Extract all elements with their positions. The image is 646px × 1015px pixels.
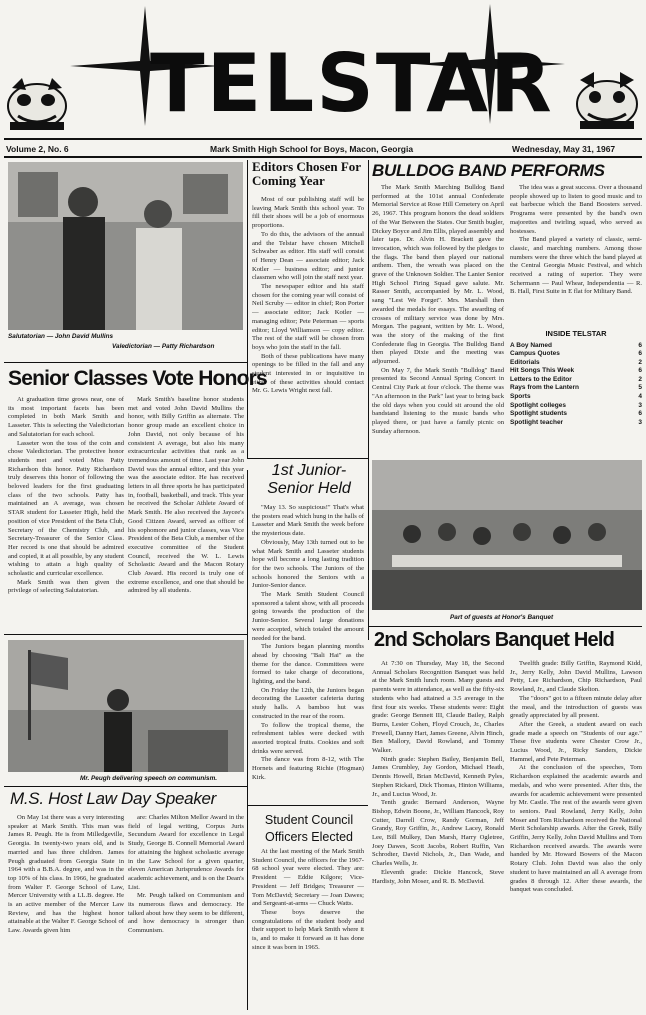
toc-item-page: 6 xyxy=(638,410,642,418)
salutatorian-valedictorian-photo xyxy=(8,162,243,330)
senior-headline: Senior Classes Vote Honors xyxy=(8,367,267,390)
school-name: Mark Smith High School for Boys, Macon, Georgia xyxy=(210,144,414,154)
law-day-headline: M.S. Host Law Day Speaker xyxy=(10,789,217,808)
toc-item xyxy=(510,419,642,428)
toc-item-page: 2 xyxy=(638,375,642,383)
toc-item xyxy=(510,384,642,393)
inside-telstar-box xyxy=(510,330,642,456)
peugh-caption: Mr. Peugh delivering speech on communism. xyxy=(80,775,218,782)
toc-item xyxy=(510,402,642,411)
senior-article-body-right: Mark Smith's baseline honor students met and voted John David Mullins the honor, with Billy Griffin as alternate. The honor group made an excellent choice in John David, not only because of his consistent A average, but also his many extracurricular activities that rank as a tremendous amount of time. Last year John David was the annual editor, and this year was the associate editor. He has received letters in all three sports he has participated in, football, basketball, and track. This year he received the Scholar Athlete Award of Mark Smith. He also received the Jaycee's Good Citizen Award, served as officer of his sophomore and junior classes, was Vice President of the Beta Club, a member of the executive committee of the Student Council, received the W. L. Lewis Scholastic Award and the Macon Rotary Club Award. His record is truly one of extreme excellence, and one that should be admired by all students. xyxy=(128,396,244,595)
toc-item-page: 2 xyxy=(638,358,642,366)
band-article-body-col1: The Mark Smith Marching Bulldog Band performed at the 101st annual Confederate Memorial Service at Rose Hill Cemetery on April 26, 1967. This program honors the dead soldiers of the War Between the States. Our Smith bugler, Dickey Boyce and Jim Ellis, played assembly and later taps. Dr. Alvin H. Brackett gave the invocation, which was followed by the pledges to the flags. The band then played our national anthem. Then, the wreath was placed on the grave of the Unknown Soldier. The Lanier Senior High School Firing Squad gave salute. Mr. Rasser Smith, accompanied by Mr. L. Wood, sang "Lest We Forget". Mrs. Marshall then awarded the medals for essays. The awarding of crosses of military service was done by Mrs. Morgan. The pageant, written by Mr. L. Wood, was the story of the making of the first Confederate flag in Georgia. The Bulldog Band then played Dixie and the meeting was adjourned. On May 7, the Mark Smith "Bulldog" Band presented its Second Annual Spring Concert in Central City Park at four o'clock. The theme was "An afternoon in the Park" last year to bring back the old days when you could sit around the old bandstand listening to the music bands who played there, or just have a family picnic on Sunday afternoon. xyxy=(372,184,504,435)
council-headline: Student Council Officers Elected xyxy=(264,813,354,844)
volume-number: Volume 2, No. 6 xyxy=(6,144,69,154)
photo-speaker-icon xyxy=(8,640,244,772)
honors-banquet-photo xyxy=(372,460,642,610)
editors-headline: Editors Chosen For Coming Year xyxy=(252,159,361,188)
masthead xyxy=(0,0,646,142)
photo-banquet-icon xyxy=(372,460,642,610)
toc-item-label: Spotlight colleges xyxy=(510,401,566,409)
toc-item xyxy=(510,350,642,359)
toc-item xyxy=(510,376,642,385)
scholars-headline: 2nd Scholars Banquet Held xyxy=(374,629,615,651)
peugh-speech-photo xyxy=(8,640,244,772)
toc-item-label: Campus Quotes xyxy=(510,350,560,358)
law-day-article-body-right: are: Charles Milton Mellor Award in the field of legal writing, Corpus Juris Secundum Award for excellence in Legal Study, George B. Connell Memorial Award for attaining the highest scholastic average in the Law School for a given quarter, eleven American Jurisprudence Awards for academic achievement, and is on the Dean's List. Mr. Peugh talked on Communism and its numerous flaws and democracy. He talked about how they seem to be different, and how democracy is stronger than Communism. xyxy=(128,814,244,935)
scholars-article-body-col1: At 7:30 on Thursday, May 18, the Second Annual Scholars Recognition Banquet was held at the Mark Smith lunch room. Many guests and parents were in attendance, as well as the fifty-six students who had attained a 3.5 average in the first four six weeks. These students were: Eight grade: George Bennett III, Claude Bailey, Ralph Burns, Lester Cohen, Floyd Crouch, Jr., Charles Frewell, Danny Hart, James Greene, Alvin Hinch, Ben Mallory, David Rowland, and Tommy Walker. Ninth grade: Stephen Bailey, Benjamin Bell, James Crumbley, Jay Gordon, Michael Heath, Dennis Howell, Brian McDavid, Kenneth Pyles, Stephen Rickard, Dick Thomas, Hinton Williams, Jr., and Lucius Wood, Jr. Tenth grade: Bernard Anderson, Wayne Bishop, Edwin Boone, Jr., William Hancock, Roy Cutter, Darrell Crow, Randy Gorman, Jeff Grandy, Roy Griffin, Jr., Andrew Lacey, Ronald Lee, Bill Mulkey, Dan Marsh, Harry Ogletree, Joey Dawes, Scott Jacobs, Robert Ruffin, Van Schrodter, David Nichols, Jr., Dan Wade, and Charles Wells, Jr. Eleventh grade: Dickie Hancock, Steve Hardisty, John Moser, and R. B. McDavid. xyxy=(372,660,504,885)
toc-item xyxy=(510,410,642,419)
toc-list xyxy=(510,342,642,428)
toc-item-label: Editorials xyxy=(510,358,540,366)
toc-item xyxy=(510,367,642,376)
bulldog-mascot-left-icon xyxy=(4,70,70,132)
toc-item-label: Rays from the Lantern xyxy=(510,384,579,392)
junior-senior-headline: 1st Junior-Senior Held xyxy=(267,462,351,498)
toc-item-label: Spotlight students xyxy=(510,410,568,418)
council-article-body: At the last meeting of the Mark Smith Student Council, the officers for the 1967-68 school year were elected. They are: President — Eddie Kilgore; Vice-President — Jeff Bridges; Treasurer — Tom McDavid; Secretary — Joan Dawes; and Sergeant-at-arms — Chuck Watts. These boys deserve the congratulations of the student body and their support to help Mark Smith where it is, and to make it forward as it has done since it was born in 1965. xyxy=(252,848,364,951)
toc-item-page: 5 xyxy=(638,384,642,392)
law-day-article-body-left: On May 1st there was a very interesting speaker at Mark Smith. This man was James R. Peugh. He is from Milledgeville, Georgia. In twenty-two years old, and is married and has three children. James Peugh graduated from Georgia State in 1964 with a B.B.A. degree, and was in the top 10% of his class. In 1966, he graduated from Walter F. George School of Law, Mercer University with a LL.B. degree. He is an active member of the Mercer Law Review, and has the highest honor attainable at the Walter F. George School of Law. Awards given him xyxy=(8,814,124,935)
masthead-logo: TELSTAR xyxy=(150,37,554,130)
banquet-caption: Part of guests at Honor's Banquet xyxy=(450,614,554,621)
toc-item-label: A Boy Named xyxy=(510,341,553,349)
issue-date: Wednesday, May 31, 1967 xyxy=(512,144,616,154)
bulldog-mascot-right-icon xyxy=(572,66,642,132)
toc-item-page: 6 xyxy=(638,341,642,349)
toc-item-page: 3 xyxy=(638,418,642,426)
toc-item xyxy=(510,359,642,368)
band-headline: BULLDOG BAND PERFORMS xyxy=(372,161,605,180)
junior-senior-article-body: "May 13. So suspicious!" That's what the posters read which hung in the halls of Lasseter and Mark Smith the week before the mysterious date. Obviously, May 13th turned out to be what Mark Smith and Lasseter students hope will become a long lasting tradition for the two schools. The Juniors of the schools honored the Seniors with a Junior-Senior dance. The Mark Smith Student Council sponsored a talent show, with all proceeds going towards the production of the Junior-Senior. Several large donations were accepted, which totaled the amount needed for the band. The Juniors began planning months ahead by choosing "Bali Hai" as the theme for the dance. Committees were formed to take charge of decorations, lighting, and the band. On Friday the 12th, the Juniors began decorating the Lasseter cafeteria during study halls. A bamboo hut was constructed in the rear of the room. To follow the tropical theme, the refreshment tables were decked with assorted tropical fruits. Cookies and soft drinks were served. The dance was from 8-12, with The Hornets and featuring Richie (Hogman) Kirk. xyxy=(252,504,364,781)
editors-article-body: Most of our publishing staff will be leaving Mark Smith this school year. To fill their shoes will be a job of enormous proportions. To do this, the advisors of the annual and the Telstar have chosen Mitchell Schwaber as editor. His staff will consist of Henry Dean — associate editor; Jack Kotler — business editor; and junior classmen who will join the staff next year. The newspaper editor and his staff chosen for the coming year will consist of Neil Scruby — editor in chief; Ron Porter — associate editor; Jack Kotler — managing editor; Pete Peterman — sports editor; Lloyd Williamson — copy editor. The rest of the staff will be chosen from boys who join the staff in the fall. Both of these publications have many openings to be filled in the fall and any student interested in or inquisitive in either of these activities should contact Mr. G. Lewis Wright next fall. xyxy=(252,196,364,395)
toc-title: INSIDE TELSTAR xyxy=(545,329,607,338)
senior-article-body-left: At graduation time grows near, one of its most important facets has been completed in both Mark Smith and Lasseter. This is selecting the Valedictorian and Salutatorian for each school. Lasseter won the toss of the coin and chose Valedictorian. The protective honor students met and voted Miss Patty Richardson this honor. Patty Richardson truly deserves this honor of following the beloved leaders for the first graduating class of the two schools. Patty has maintained an A average, was chosen STAR student for Lasseter High, held the position of vice President of the Beta Club, Secretary of the Chemistry Club, and Secretary-Treasurer of the Senior Class. Her record is one that should be admired and copied, it at all possible, by any student wishing to attain a high quality of scholastic and curricular excellence. Mark Smith was then given the privilege of selecting Salutatorian. xyxy=(8,396,124,595)
toc-item-page: 6 xyxy=(638,350,642,358)
photo-figures-icon xyxy=(8,162,243,330)
valedictorian-caption: Valedictorian — Patty Richardson xyxy=(112,343,215,350)
toc-item-page: 6 xyxy=(638,367,642,375)
toc-item-label: Sports xyxy=(510,393,531,401)
toc-item-page: 3 xyxy=(638,401,642,409)
toc-item-label: Hit Songs This Week xyxy=(510,367,575,375)
toc-item-label: Letters to the Editor xyxy=(510,375,572,383)
scholars-article-body-col2: Twelfth grade: Billy Griffin, Raymond Kidd, Jr., Jerry Kelly, John David Mullins, Lawson Petty, Lee Richardson, Chip Richardson, Paul Rowland, Jr., and Claude Skelton. The "doors" got to a fifteen minute delay after the meal, and the introduction of guests was greatly appreciated by all present. After the Greek, a student award on each grade made a speech on "Students of our age." These five students were Chester Crow Jr., Lucius Wood, Jr., Ricky Sanders, Dickie Hammel, and Pete Peterman. At the conclusion of the speeches, Tom Richardson explained the academic awards and medals, and who were presented. After this, the awards for academic achievement were presented by Mr. Castle. The rest of the awards were given to seniors. Paul Rowland, Jerry Kelly, John Moser and Tom Richardson received the National Merit Scholarship awards. After the Greek, Billy Griffin, Jerry Kelly, John David Mullins and Tom Richardson received awards. The awards were handed by Mr. Howard Bowers of the Macon Rotary Club. John David was also the only student to have maintained an all A average from grades 8 through 12. After these awards, the banquet was concluded. xyxy=(510,660,642,894)
toc-item-page: 4 xyxy=(638,393,642,401)
toc-item xyxy=(510,342,642,351)
toc-item xyxy=(510,393,642,402)
salutatorian-caption: Salutatorian — John David Mullins xyxy=(8,333,114,340)
toc-item-label: Spotlight teacher xyxy=(510,418,564,426)
band-article-body-col2: The idea was a great success. Over a thousand people showed up to listen to good music and to eat barbecue which the Band Boosters served. Programs were presented by the band's own majorettes and twirling squad, who served as hostesses. The Band played a variety of classic, semi-classic, and marching numbers. Among those numbers were the three which the band played at the Central Georgia Music Festival, and which received a rating of superior. They were Schermann — Paul Whear, Independentia — R. B. Hall, First Suite in E flat for Military Band. xyxy=(510,184,642,296)
